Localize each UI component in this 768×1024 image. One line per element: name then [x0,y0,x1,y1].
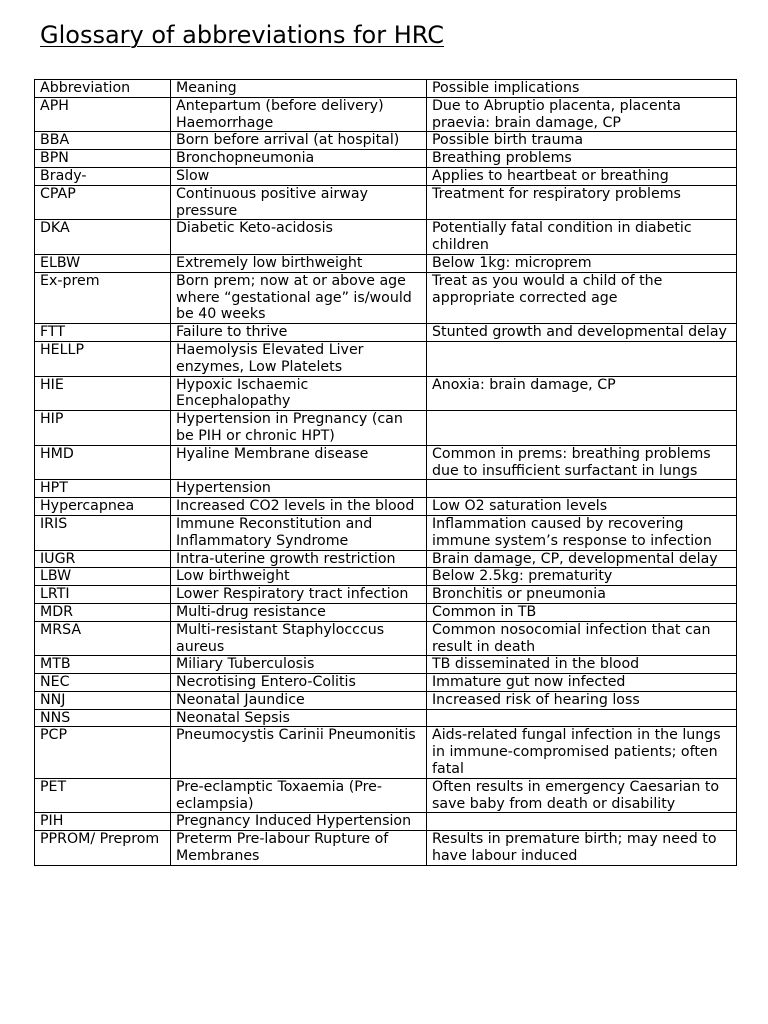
table-row [35,778,737,813]
table-row [35,480,737,498]
abbreviation-cell: LBW [35,568,171,586]
table-row [35,498,737,516]
abbreviation-cell: NNS [35,709,171,727]
abbreviation-cell: Ex-prem [35,272,171,323]
implications-cell: Common in TB [427,603,737,621]
meaning-cell: Antepartum (before delivery) Haemorrhage [171,97,427,132]
abbreviation-cell: LRTI [35,586,171,604]
abbreviation-cell: HIP [35,411,171,446]
glossary-table [34,79,737,866]
implications-cell: Potentially fatal condition in diabetic children [427,220,737,255]
meaning-cell: Failure to thrive [171,324,427,342]
abbreviation-cell: FTT [35,324,171,342]
table-row [35,709,737,727]
implications-cell [427,813,737,831]
abbreviation-cell: DKA [35,220,171,255]
implications-cell: Treatment for respiratory problems [427,185,737,220]
meaning-cell: Neonatal Sepsis [171,709,427,727]
table-row [35,603,737,621]
implications-cell: Common nosocomial infection that can result in death [427,621,737,656]
meaning-cell: Immune Reconstitution and Inflammatory Syndrome [171,515,427,550]
table-row [35,445,737,480]
table-row [35,586,737,604]
table-row [35,167,737,185]
abbreviation-cell: PPROM/ Preprom [35,831,171,866]
abbreviation-cell: NEC [35,674,171,692]
implications-cell [427,341,737,376]
abbreviation-cell: Hypercapnea [35,498,171,516]
table-row [35,621,737,656]
implications-cell [427,709,737,727]
table-row [35,691,737,709]
abbreviation-cell: BBA [35,132,171,150]
implications-cell: Increased risk of hearing loss [427,691,737,709]
meaning-cell: Multi-resistant Staphylocccus aureus [171,621,427,656]
meaning-cell: Necrotising Entero-Colitis [171,674,427,692]
meaning-cell: Haemolysis Elevated Liver enzymes, Low Platelets [171,341,427,376]
table-row [35,341,737,376]
abbreviation-cell: MDR [35,603,171,621]
meaning-cell: Preterm Pre-labour Rupture of Membranes [171,831,427,866]
meaning-cell: Pneumocystis Carinii Pneumonitis [171,727,427,778]
implications-cell: Inflammation caused by recovering immune system’s response to infection [427,515,737,550]
meaning-cell: Hyaline Membrane disease [171,445,427,480]
table-row [35,272,737,323]
abbreviation-cell: PIH [35,813,171,831]
column-header-meaning: Meaning [171,80,427,98]
implications-cell: Applies to heartbeat or breathing [427,167,737,185]
implications-cell: Brain damage, CP, developmental delay [427,550,737,568]
table-row [35,97,737,132]
implications-cell: Treat as you would a child of the appropriate corrected age [427,272,737,323]
table-row [35,411,737,446]
column-header-abbreviation: Abbreviation [35,80,171,98]
meaning-cell: Neonatal Jaundice [171,691,427,709]
meaning-cell: Low birthweight [171,568,427,586]
table-row [35,674,737,692]
abbreviation-cell: MTB [35,656,171,674]
abbreviation-cell: HIE [35,376,171,411]
table-row [35,568,737,586]
meaning-cell: Bronchopneumonia [171,150,427,168]
abbreviation-cell: APH [35,97,171,132]
implications-cell: Immature gut now infected [427,674,737,692]
meaning-cell: Slow [171,167,427,185]
table-row [35,254,737,272]
meaning-cell: Born before arrival (at hospital) [171,132,427,150]
table-header-row [35,80,737,98]
meaning-cell: Continuous positive airway pressure [171,185,427,220]
meaning-cell: Extremely low birthweight [171,254,427,272]
meaning-cell: Multi-drug resistance [171,603,427,621]
abbreviation-cell: NNJ [35,691,171,709]
abbreviation-cell: MRSA [35,621,171,656]
meaning-cell: Hypertension in Pregnancy (can be PIH or chronic HPT) [171,411,427,446]
table-row [35,185,737,220]
abbreviation-cell: PCP [35,727,171,778]
meaning-cell: Born prem; now at or above age where “gestational age” is/would be 40 weeks [171,272,427,323]
abbreviation-cell: IUGR [35,550,171,568]
table-row [35,727,737,778]
table-row [35,220,737,255]
table-row [35,376,737,411]
implications-cell: TB disseminated in the blood [427,656,737,674]
meaning-cell: Miliary Tuberculosis [171,656,427,674]
implications-cell: Below 1kg: microprem [427,254,737,272]
table-row [35,515,737,550]
implications-cell: Anoxia: brain damage, CP [427,376,737,411]
implications-cell: Low O2 saturation levels [427,498,737,516]
glossary-table-body [35,80,737,866]
abbreviation-cell: Brady- [35,167,171,185]
table-row [35,132,737,150]
implications-cell: Aids-related fungal infection in the lungs in immune-compromised patients; often fatal [427,727,737,778]
implications-cell: Breathing problems [427,150,737,168]
table-row [35,831,737,866]
meaning-cell: Hypertension [171,480,427,498]
implications-cell: Results in premature birth; may need to have labour induced [427,831,737,866]
meaning-cell: Pre-eclamptic Toxaemia (Pre-eclampsia) [171,778,427,813]
page-title: Glossary of abbreviations for HRC [40,21,445,49]
abbreviation-cell: ELBW [35,254,171,272]
meaning-cell: Diabetic Keto-acidosis [171,220,427,255]
table-row [35,550,737,568]
abbreviation-cell: IRIS [35,515,171,550]
abbreviation-cell: HMD [35,445,171,480]
implications-cell: Bronchitis or pneumonia [427,586,737,604]
abbreviation-cell: CPAP [35,185,171,220]
column-header-implications: Possible implications [427,80,737,98]
abbreviation-cell: HELLP [35,341,171,376]
abbreviation-cell: PET [35,778,171,813]
table-row [35,150,737,168]
abbreviation-cell: BPN [35,150,171,168]
implications-cell: Possible birth trauma [427,132,737,150]
implications-cell: Often results in emergency Caesarian to save baby from death or disability [427,778,737,813]
meaning-cell: Increased CO2 levels in the blood [171,498,427,516]
meaning-cell: Lower Respiratory tract infection [171,586,427,604]
implications-cell: Stunted growth and developmental delay [427,324,737,342]
table-row [35,813,737,831]
meaning-cell: Hypoxic Ischaemic Encephalopathy [171,376,427,411]
meaning-cell: Pregnancy Induced Hypertension [171,813,427,831]
implications-cell [427,480,737,498]
implications-cell: Below 2.5kg: prematurity [427,568,737,586]
abbreviation-cell: HPT [35,480,171,498]
implications-cell [427,411,737,446]
table-row [35,324,737,342]
implications-cell: Common in prems: breathing problems due to insufficient surfactant in lungs [427,445,737,480]
implications-cell: Due to Abruptio placenta, placenta praevia: brain damage, CP [427,97,737,132]
meaning-cell: Intra-uterine growth restriction [171,550,427,568]
table-row [35,656,737,674]
